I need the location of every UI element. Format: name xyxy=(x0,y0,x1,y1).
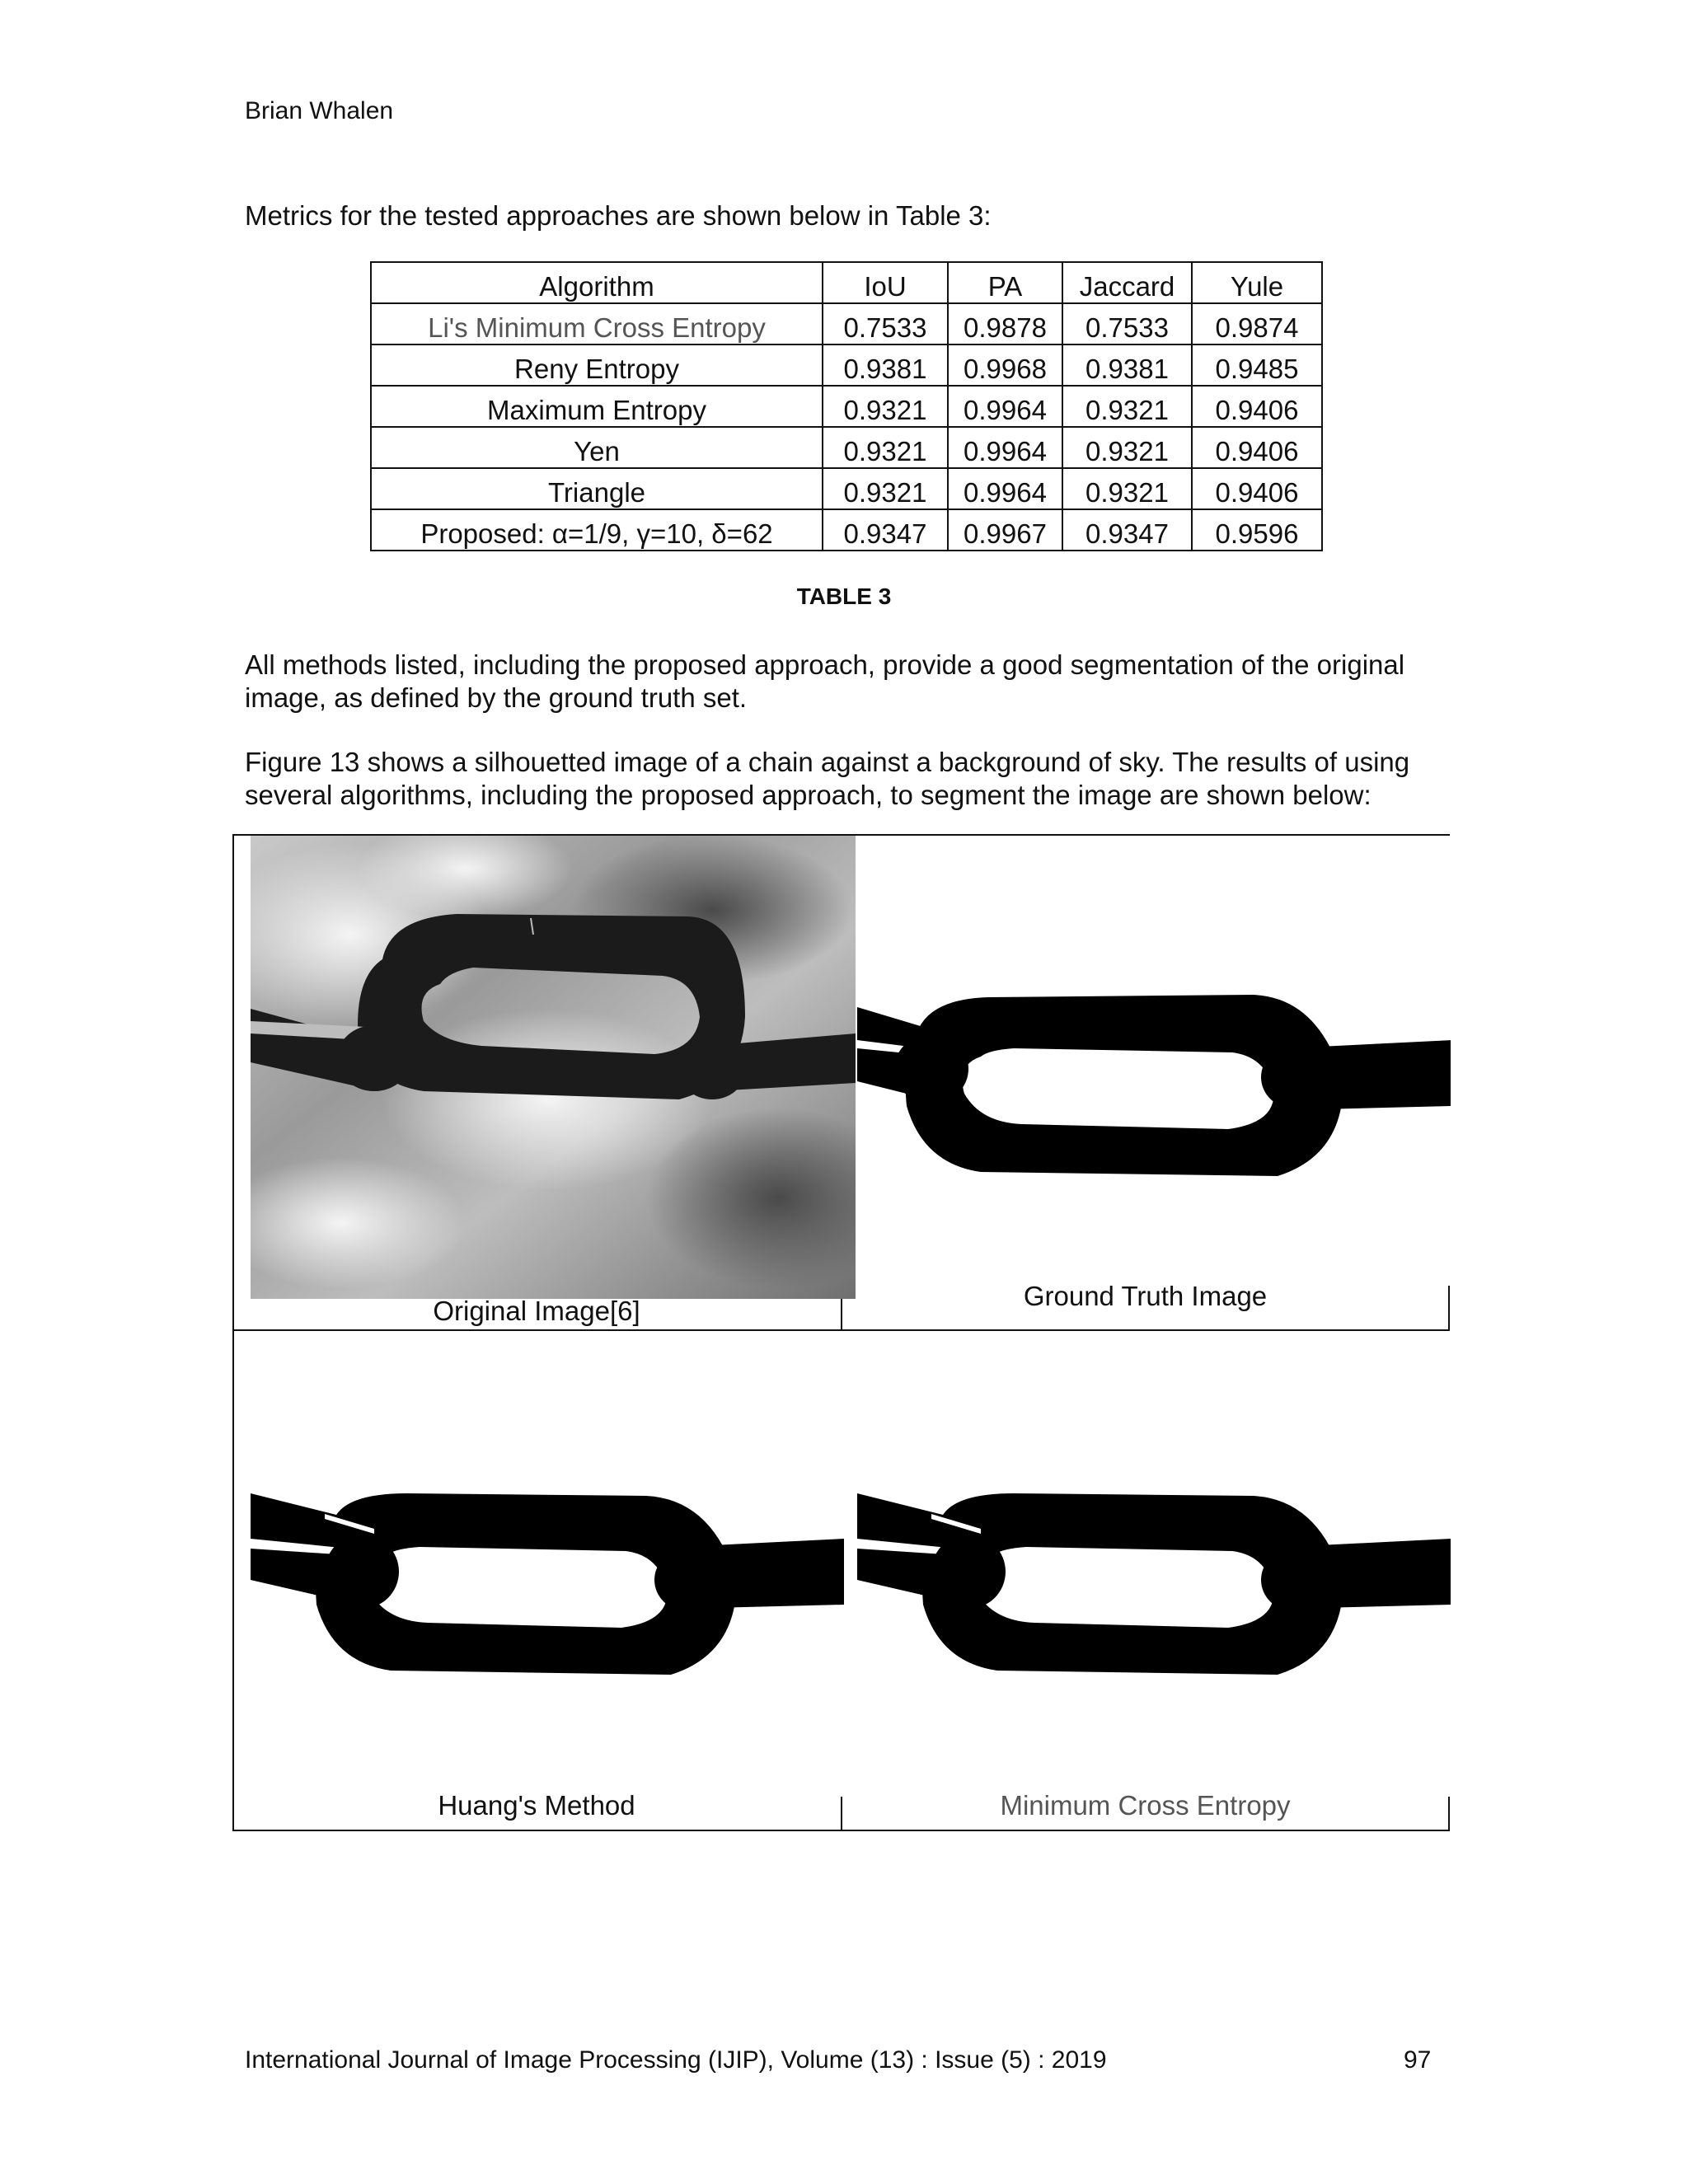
header-yule: Yule xyxy=(1192,262,1322,303)
cell-yule: 0.9874 xyxy=(1192,303,1322,344)
figure-border-right-top xyxy=(1448,1286,1450,1330)
table-row xyxy=(371,344,1322,386)
figure-13 xyxy=(232,834,1450,1831)
cell-yule: 0.9406 xyxy=(1192,386,1322,427)
page-number: 97 xyxy=(1404,2046,1432,2074)
cell-jaccard: 0.9381 xyxy=(1062,344,1192,386)
table-row xyxy=(371,427,1322,468)
cell-jaccard: 0.9321 xyxy=(1062,386,1192,427)
intro-paragraph: Metrics for the tested approaches are shown below in Table 3: xyxy=(245,200,992,231)
cell-pa: 0.9964 xyxy=(948,386,1062,427)
caption-original: Original Image[6] xyxy=(433,1296,640,1326)
cell-iou: 0.9321 xyxy=(823,386,948,427)
table-row xyxy=(371,386,1322,427)
table-row xyxy=(371,303,1322,344)
cell-iou: 0.9381 xyxy=(823,344,948,386)
ground-truth-image xyxy=(857,991,1451,1230)
cell-iou: 0.7533 xyxy=(823,303,948,344)
running-header-author: Brian Whalen xyxy=(245,97,394,124)
cell-algorithm: Triangle xyxy=(371,468,823,509)
metrics-table xyxy=(370,261,1323,551)
body-paragraph-1: All methods listed, including the proposed approach, provide a good segmentation of the original image, as defined by the ground truth set. xyxy=(245,649,1405,713)
cell-yule: 0.9485 xyxy=(1192,344,1322,386)
caption-ground-truth: Ground Truth Image xyxy=(1023,1281,1268,1311)
header-algorithm: Algorithm xyxy=(371,262,823,303)
header-pa: PA xyxy=(948,262,1062,303)
cell-jaccard: 0.9347 xyxy=(1062,509,1192,551)
huang-method-image xyxy=(251,1489,844,1728)
figure-border-left xyxy=(232,834,234,1831)
header-jaccard: Jaccard xyxy=(1062,262,1192,303)
cell-algorithm: Yen xyxy=(371,427,823,468)
cell-algorithm: Maximum Entropy xyxy=(371,386,823,427)
cell-pa: 0.9968 xyxy=(948,344,1062,386)
figure-border-right-bottom xyxy=(1448,1797,1450,1831)
footer-journal: International Journal of Image Processing (IJIP), Volume (13) : Issue (5) : 2019 xyxy=(245,2046,1107,2074)
header-iou: IoU xyxy=(823,262,948,303)
min-cross-entropy-image xyxy=(857,1489,1451,1728)
cell-pa: 0.9967 xyxy=(948,509,1062,551)
cell-jaccard: 0.7533 xyxy=(1062,303,1192,344)
body-paragraph-2: Figure 13 shows a silhouetted image of a chain against a background of sky. The results of using several algorithms, including the proposed approach, to segment the image are shown below: xyxy=(245,747,1410,810)
cell-jaccard: 0.9321 xyxy=(1062,468,1192,509)
cell-yule: 0.9406 xyxy=(1192,427,1322,468)
cell-iou: 0.9347 xyxy=(823,509,948,551)
cell-algorithm: Proposed: α=1/9, γ=10, δ=62 xyxy=(371,509,823,551)
cell-iou: 0.9321 xyxy=(823,427,948,468)
table-caption: TABLE 3 xyxy=(796,583,892,609)
table-row xyxy=(371,468,1322,509)
cell-yule: 0.9406 xyxy=(1192,468,1322,509)
cell-pa: 0.9964 xyxy=(948,427,1062,468)
original-image xyxy=(251,836,856,1299)
cell-yule: 0.9596 xyxy=(1192,509,1322,551)
cell-jaccard: 0.9321 xyxy=(1062,427,1192,468)
caption-min-cross-entropy: Minimum Cross Entropy xyxy=(1000,1790,1291,1821)
cell-pa: 0.9964 xyxy=(948,468,1062,509)
table-header-row xyxy=(371,262,1322,303)
cell-pa: 0.9878 xyxy=(948,303,1062,344)
table-row xyxy=(371,509,1322,551)
caption-huang: Huang's Method xyxy=(438,1790,635,1821)
cell-iou: 0.9321 xyxy=(823,468,948,509)
cell-algorithm: Li's Minimum Cross Entropy xyxy=(371,303,823,344)
cell-algorithm: Reny Entropy xyxy=(371,344,823,386)
